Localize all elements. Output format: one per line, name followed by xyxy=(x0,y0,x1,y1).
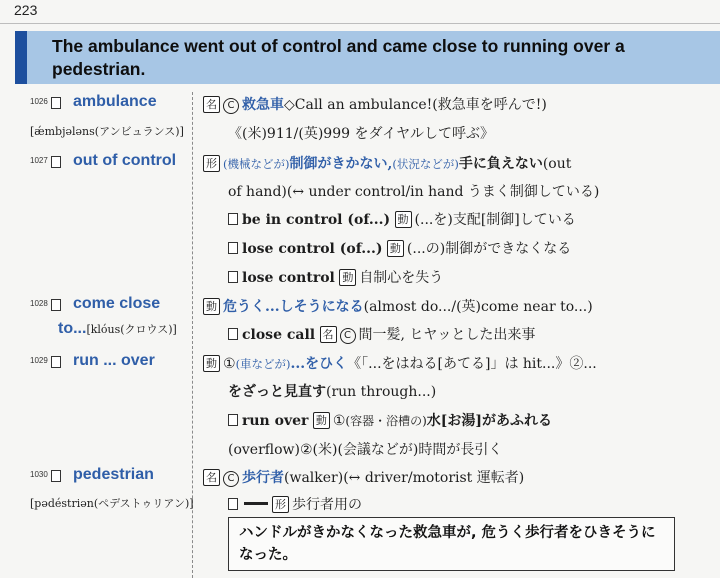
pos-verb-badge: 動 xyxy=(395,211,412,228)
entry-checkbox[interactable] xyxy=(51,470,61,482)
definition-line xyxy=(228,381,436,401)
definition-line xyxy=(203,467,524,487)
related-phrase-line xyxy=(228,324,535,344)
related-phrase: lose control (of...) xyxy=(242,241,383,257)
pronunciation: [ǽmbjələns(アンビュランス)] xyxy=(30,125,184,138)
definition-text: of hand)(↔ under control/in hand うまく制御している) xyxy=(228,184,600,200)
definition-text: 歩行者用の xyxy=(292,497,362,513)
sense-number: ① xyxy=(332,413,346,429)
definition-text: (...の)制御ができなくなる xyxy=(406,241,572,257)
countable-badge: C xyxy=(223,471,239,487)
definition-text: 《(米)911/(英)999 をダイヤルして呼ぶ》 xyxy=(228,126,495,142)
pos-verb-badge: 動 xyxy=(387,240,404,257)
entry-checkbox[interactable] xyxy=(51,356,61,368)
gloss: 危うく...しそうになる xyxy=(223,299,364,315)
entry-number: 1027 xyxy=(30,156,48,165)
pronunciation: [klóus(クロウス)] xyxy=(86,323,177,336)
phrase-checkbox[interactable] xyxy=(228,271,238,283)
phrase-checkbox[interactable] xyxy=(228,498,238,510)
related-phrase-line xyxy=(228,410,552,430)
headword-run-over: run ... over xyxy=(73,352,155,369)
usage-note: (状況などが) xyxy=(392,157,459,171)
gloss: ...をひく xyxy=(290,356,348,372)
pos-verb-badge: 動 xyxy=(339,269,356,286)
entry-checkbox[interactable] xyxy=(51,97,61,109)
gloss: 水[お湯]があふれる xyxy=(426,413,553,429)
definition-text: 自制心を失う xyxy=(359,270,444,286)
phrase-checkbox[interactable] xyxy=(228,213,238,225)
headword-ambulance: ambulance xyxy=(73,93,157,110)
definition-text: (overflow)②(米)(会議などが)時間が長引く xyxy=(228,442,503,458)
usage-note: (機械などが) xyxy=(223,157,290,171)
related-phrase-line xyxy=(228,238,571,258)
definition-line xyxy=(203,153,571,173)
related-phrase-line xyxy=(228,267,443,287)
phrase-checkbox[interactable] xyxy=(228,414,238,426)
sentence-banner-accent xyxy=(15,31,27,84)
headword-pedestrian: pedestrian xyxy=(73,466,154,483)
gloss: をざっと見直す xyxy=(228,384,326,400)
entry-number: 1028 xyxy=(30,299,48,308)
definition-line xyxy=(203,94,547,114)
definition-text: (out xyxy=(542,156,572,172)
related-phrase: lose control xyxy=(242,270,335,286)
gloss: 救急車 xyxy=(242,97,284,113)
related-phrase: run over xyxy=(242,413,309,429)
pos-adjective-badge: 形 xyxy=(203,155,220,172)
pos-noun-badge: 名 xyxy=(203,96,220,113)
sense-number: ① xyxy=(223,356,236,372)
definition-line xyxy=(203,296,593,316)
related-phrase: close call xyxy=(242,327,316,343)
translation-box xyxy=(228,517,675,571)
entry-number: 1030 xyxy=(30,470,48,479)
definition-text: 間一髪, ヒヤッとした出来事 xyxy=(358,327,536,343)
pos-noun-badge: 名 xyxy=(203,469,220,486)
usage-note: (車などが) xyxy=(235,357,291,371)
example-sentence: The ambulance went out of control and came close to running over a pedestrian. xyxy=(52,36,625,79)
entry-number: 1026 xyxy=(30,97,48,106)
definition-text: (walker)(↔ driver/motorist 運転者) xyxy=(284,470,525,486)
headword-part: to... xyxy=(58,320,87,337)
countable-badge: C xyxy=(223,98,239,114)
gloss: 歩行者 xyxy=(242,470,284,486)
page-number: 223 xyxy=(14,2,38,18)
related-phrase: be in control (of...) xyxy=(242,212,391,228)
headword-placeholder-dash xyxy=(244,502,268,505)
pos-verb-badge: 動 xyxy=(313,412,330,429)
pronunciation: [pədéstriən(ペデストゥリアン)] xyxy=(30,497,194,510)
definition-text: (almost do.../(英)come near to...) xyxy=(363,299,593,315)
entry-number: 1029 xyxy=(30,356,48,365)
definition-text: 《「...をはねる[あてる]」は hit...》②... xyxy=(347,356,597,372)
definition-text: (...を)支配[制御]している xyxy=(414,212,576,228)
phrase-checkbox[interactable] xyxy=(228,242,238,254)
usage-note: (容器・浴槽の) xyxy=(345,414,427,428)
headword-out-of-control: out of control xyxy=(73,152,177,169)
pos-verb-badge: 動 xyxy=(203,355,220,372)
top-rule xyxy=(0,23,720,24)
pos-adjective-badge: 形 xyxy=(272,496,289,513)
headword-come-close: come close xyxy=(73,295,161,312)
gloss: 手に負えない xyxy=(458,156,543,172)
related-phrase-line xyxy=(228,209,576,229)
derivative-line xyxy=(228,494,362,514)
headword-come-close-continued xyxy=(58,320,177,338)
definition-text: (run through...) xyxy=(326,384,437,400)
gloss: 制御がきかない, xyxy=(289,156,393,172)
translation-text: ハンドルがきかなくなった救急車が, 危うく歩行者をひきそうになった。 xyxy=(239,525,656,563)
entry-checkbox[interactable] xyxy=(51,156,61,168)
countable-badge: C xyxy=(340,328,356,344)
definition-text: ◇Call an ambulance!(救急車を呼んで!) xyxy=(284,97,547,113)
entry-checkbox[interactable] xyxy=(51,299,61,311)
definition-line xyxy=(228,439,502,459)
pos-verb-badge: 動 xyxy=(203,298,220,315)
definition-line xyxy=(203,353,597,373)
pos-noun-badge: 名 xyxy=(320,326,337,343)
definition-line xyxy=(228,123,494,143)
definition-line xyxy=(228,181,599,201)
phrase-checkbox[interactable] xyxy=(228,328,238,340)
